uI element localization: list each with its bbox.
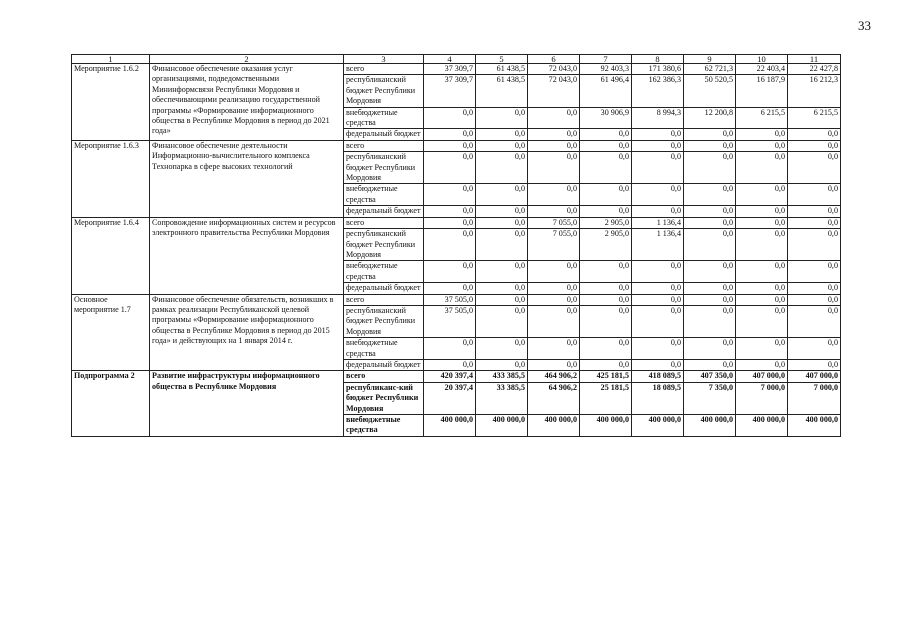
amount-cell: 0,0 [528, 283, 580, 294]
amount-cell: 0,0 [580, 184, 632, 206]
amount-cell: 2 905,0 [580, 217, 632, 228]
table-row [72, 371, 841, 382]
funding-source-cell: всего [344, 371, 424, 382]
amount-cell: 0,0 [528, 359, 580, 370]
amount-cell: 0,0 [424, 206, 476, 217]
amount-cell: 22 427,8 [788, 64, 841, 75]
column-number-header: 4 [424, 55, 476, 64]
amount-cell: 92 403,3 [580, 64, 632, 75]
amount-cell: 1 136,4 [632, 217, 684, 228]
amount-cell: 0,0 [632, 359, 684, 370]
amount-cell: 0,0 [736, 283, 788, 294]
amount-cell: 0,0 [632, 338, 684, 360]
column-number-header: 9 [684, 55, 736, 64]
column-number-header: 11 [788, 55, 841, 64]
amount-cell: 62 721,3 [684, 64, 736, 75]
amount-cell: 0,0 [476, 107, 528, 129]
column-number-header: 1 [72, 55, 150, 64]
column-number-header: 10 [736, 55, 788, 64]
amount-cell: 0,0 [684, 206, 736, 217]
amount-cell: 0,0 [788, 338, 841, 360]
table-row [72, 64, 841, 75]
amount-cell: 171 380,6 [632, 64, 684, 75]
table-row [72, 140, 841, 151]
amount-cell: 0,0 [736, 152, 788, 184]
amount-cell: 0,0 [476, 184, 528, 206]
amount-cell: 0,0 [580, 206, 632, 217]
amount-cell: 0,0 [632, 152, 684, 184]
amount-cell: 0,0 [580, 283, 632, 294]
amount-cell: 0,0 [528, 294, 580, 305]
activity-name-cell: Финансовое обеспечение деятельности Информационно-вычислительного комплекса Технопарка в сфере высоких технологий [150, 140, 344, 217]
amount-cell: 2 905,0 [580, 229, 632, 261]
amount-cell: 0,0 [788, 283, 841, 294]
amount-cell: 0,0 [736, 206, 788, 217]
funding-source-cell: федеральный бюджет [344, 359, 424, 370]
amount-cell: 0,0 [580, 294, 632, 305]
amount-cell: 0,0 [580, 152, 632, 184]
amount-cell: 0,0 [736, 184, 788, 206]
amount-cell: 0,0 [788, 261, 841, 283]
amount-cell: 407 000,0 [736, 371, 788, 382]
activity-id-cell: Основное мероприятие 1.7 [72, 294, 150, 371]
amount-cell: 0,0 [476, 283, 528, 294]
amount-cell: 0,0 [788, 294, 841, 305]
amount-cell: 0,0 [632, 294, 684, 305]
amount-cell: 0,0 [424, 129, 476, 140]
column-number-header: 8 [632, 55, 684, 64]
amount-cell: 0,0 [476, 305, 528, 337]
amount-cell: 0,0 [788, 359, 841, 370]
activity-id-cell: Мероприятие 1.6.3 [72, 140, 150, 217]
amount-cell: 64 906,2 [528, 382, 580, 414]
funding-source-cell: внебюджетные средства [344, 261, 424, 283]
funding-source-cell: федеральный бюджет [344, 206, 424, 217]
amount-cell: 6 215,5 [788, 107, 841, 129]
amount-cell: 1 136,4 [632, 229, 684, 261]
amount-cell: 418 089,5 [632, 371, 684, 382]
amount-cell: 0,0 [476, 229, 528, 261]
amount-cell: 0,0 [528, 152, 580, 184]
amount-cell: 0,0 [528, 184, 580, 206]
amount-cell: 37 309,7 [424, 75, 476, 107]
amount-cell: 0,0 [476, 217, 528, 228]
amount-cell: 7 000,0 [736, 382, 788, 414]
amount-cell: 7 350,0 [684, 382, 736, 414]
amount-cell: 0,0 [424, 184, 476, 206]
amount-cell: 0,0 [736, 140, 788, 151]
amount-cell: 0,0 [788, 229, 841, 261]
funding-source-cell: внебюджетные средства [344, 415, 424, 437]
amount-cell: 0,0 [684, 338, 736, 360]
amount-cell: 0,0 [424, 283, 476, 294]
amount-cell: 464 906,2 [528, 371, 580, 382]
amount-cell: 0,0 [424, 359, 476, 370]
amount-cell: 0,0 [476, 140, 528, 151]
amount-cell: 0,0 [736, 129, 788, 140]
amount-cell: 0,0 [684, 261, 736, 283]
amount-cell: 7 000,0 [788, 382, 841, 414]
amount-cell: 420 397,4 [424, 371, 476, 382]
amount-cell: 0,0 [632, 283, 684, 294]
amount-cell: 0,0 [788, 140, 841, 151]
amount-cell: 0,0 [736, 338, 788, 360]
amount-cell: 433 385,5 [476, 371, 528, 382]
amount-cell: 0,0 [632, 261, 684, 283]
amount-cell: 0,0 [476, 129, 528, 140]
amount-cell: 0,0 [736, 217, 788, 228]
amount-cell: 400 000,0 [736, 415, 788, 437]
column-number-header: 6 [528, 55, 580, 64]
amount-cell: 0,0 [736, 305, 788, 337]
amount-cell: 400 000,0 [424, 415, 476, 437]
amount-cell: 37 505,0 [424, 294, 476, 305]
funding-source-cell: республиканс-кий бюджет Республики Мордовия [344, 382, 424, 414]
amount-cell: 0,0 [424, 261, 476, 283]
amount-cell: 0,0 [788, 184, 841, 206]
amount-cell: 0,0 [476, 206, 528, 217]
column-number-header: 5 [476, 55, 528, 64]
amount-cell: 0,0 [580, 129, 632, 140]
column-number-header: 7 [580, 55, 632, 64]
amount-cell: 0,0 [476, 359, 528, 370]
amount-cell: 400 000,0 [684, 415, 736, 437]
amount-cell: 0,0 [736, 294, 788, 305]
funding-source-cell: внебюджетные средства [344, 184, 424, 206]
column-number-row [72, 55, 841, 64]
amount-cell: 0,0 [684, 217, 736, 228]
amount-cell: 400 000,0 [476, 415, 528, 437]
funding-source-cell: федеральный бюджет [344, 129, 424, 140]
amount-cell: 25 181,5 [580, 382, 632, 414]
amount-cell: 0,0 [476, 338, 528, 360]
amount-cell: 0,0 [632, 184, 684, 206]
funding-source-cell: республиканский бюджет Республики Мордовия [344, 305, 424, 337]
amount-cell: 0,0 [528, 107, 580, 129]
amount-cell: 0,0 [424, 229, 476, 261]
amount-cell: 16 212,3 [788, 75, 841, 107]
activity-id-cell: Мероприятие 1.6.2 [72, 64, 150, 141]
column-number-header: 3 [344, 55, 424, 64]
table-row [72, 294, 841, 305]
amount-cell: 7 055,0 [528, 217, 580, 228]
amount-cell: 400 000,0 [580, 415, 632, 437]
amount-cell: 72 043,0 [528, 64, 580, 75]
amount-cell: 16 187,9 [736, 75, 788, 107]
amount-cell: 0,0 [632, 305, 684, 337]
funding-source-cell: всего [344, 64, 424, 75]
amount-cell: 0,0 [424, 140, 476, 151]
amount-cell: 30 906,9 [580, 107, 632, 129]
amount-cell: 0,0 [788, 305, 841, 337]
amount-cell: 0,0 [528, 206, 580, 217]
amount-cell: 0,0 [788, 152, 841, 184]
amount-cell: 0,0 [684, 294, 736, 305]
amount-cell: 0,0 [684, 152, 736, 184]
amount-cell: 37 505,0 [424, 305, 476, 337]
amount-cell: 0,0 [788, 217, 841, 228]
amount-cell: 0,0 [684, 229, 736, 261]
activity-id-cell: Мероприятие 1.6.4 [72, 217, 150, 294]
amount-cell: 0,0 [632, 129, 684, 140]
amount-cell: 50 520,5 [684, 75, 736, 107]
amount-cell: 0,0 [788, 129, 841, 140]
activity-name-cell: Финансовое обеспечение обязательств, возникших в рамках реализации Республиканской целевой программы «Формирование информационного общества в Республике Мордовия в период до 2015 года» и действующих на 1 января 2014 г. [150, 294, 344, 371]
amount-cell: 407 350,0 [684, 371, 736, 382]
amount-cell: 8 994,3 [632, 107, 684, 129]
funding-source-cell: республиканский бюджет Республики Мордовия [344, 152, 424, 184]
amount-cell: 425 181,5 [580, 371, 632, 382]
amount-cell: 0,0 [580, 338, 632, 360]
amount-cell: 7 055,0 [528, 229, 580, 261]
activity-name-cell: Сопровождение информационных систем и ресурсов электронного правительства Республики Мордовия [150, 217, 344, 294]
amount-cell: 0,0 [736, 359, 788, 370]
table-row [72, 217, 841, 228]
amount-cell: 162 386,3 [632, 75, 684, 107]
amount-cell: 0,0 [528, 129, 580, 140]
amount-cell: 61 496,4 [580, 75, 632, 107]
budget-table [71, 54, 841, 437]
amount-cell: 0,0 [528, 338, 580, 360]
funding-source-cell: республиканский бюджет Республики Мордовия [344, 229, 424, 261]
funding-source-cell: внебюджетные средства [344, 338, 424, 360]
amount-cell: 0,0 [424, 107, 476, 129]
amount-cell: 407 000,0 [788, 371, 841, 382]
amount-cell: 22 403,4 [736, 64, 788, 75]
activity-id-cell: Подпрограмма 2 [72, 371, 150, 436]
amount-cell: 400 000,0 [788, 415, 841, 437]
amount-cell: 0,0 [528, 140, 580, 151]
funding-source-cell: всего [344, 294, 424, 305]
amount-cell: 61 438,5 [476, 64, 528, 75]
amount-cell: 0,0 [476, 261, 528, 283]
column-number-header: 2 [150, 55, 344, 64]
amount-cell: 0,0 [580, 140, 632, 151]
page-number: 33 [858, 18, 871, 33]
amount-cell: 400 000,0 [528, 415, 580, 437]
funding-source-cell: федеральный бюджет [344, 283, 424, 294]
amount-cell: 0,0 [684, 140, 736, 151]
funding-source-cell: республиканский бюджет Республики Мордовия [344, 75, 424, 107]
amount-cell: 0,0 [424, 152, 476, 184]
amount-cell: 0,0 [684, 129, 736, 140]
amount-cell: 0,0 [528, 305, 580, 337]
amount-cell: 0,0 [736, 261, 788, 283]
amount-cell: 12 200,8 [684, 107, 736, 129]
amount-cell: 0,0 [684, 184, 736, 206]
amount-cell: 0,0 [424, 217, 476, 228]
amount-cell: 18 089,5 [632, 382, 684, 414]
amount-cell: 0,0 [580, 359, 632, 370]
amount-cell: 33 385,5 [476, 382, 528, 414]
amount-cell: 0,0 [476, 294, 528, 305]
activity-name-cell: Финансовое обеспечение оказания услуг организациями, подведомственными Мининформсвязи Республики Мордовия и обеспечивающими реализацию государственной программы «Формирование информационного общества в Республике Мордовия в период до 2021 года» [150, 64, 344, 141]
funding-source-cell: всего [344, 217, 424, 228]
amount-cell: 0,0 [476, 152, 528, 184]
amount-cell: 37 309,7 [424, 64, 476, 75]
funding-source-cell: всего [344, 140, 424, 151]
amount-cell: 72 043,0 [528, 75, 580, 107]
amount-cell: 6 215,5 [736, 107, 788, 129]
amount-cell: 0,0 [424, 338, 476, 360]
amount-cell: 61 438,5 [476, 75, 528, 107]
amount-cell: 0,0 [684, 359, 736, 370]
amount-cell: 0,0 [684, 305, 736, 337]
amount-cell: 0,0 [528, 261, 580, 283]
amount-cell: 0,0 [736, 229, 788, 261]
activity-name-cell: Развитие инфраструктуры информационного общества в Республике Мордовия [150, 371, 344, 436]
amount-cell: 0,0 [632, 206, 684, 217]
amount-cell: 0,0 [788, 206, 841, 217]
amount-cell: 0,0 [684, 283, 736, 294]
amount-cell: 400 000,0 [632, 415, 684, 437]
amount-cell: 0,0 [632, 140, 684, 151]
amount-cell: 0,0 [580, 305, 632, 337]
amount-cell: 0,0 [580, 261, 632, 283]
funding-source-cell: внебюджетные средства [344, 107, 424, 129]
amount-cell: 20 397,4 [424, 382, 476, 414]
